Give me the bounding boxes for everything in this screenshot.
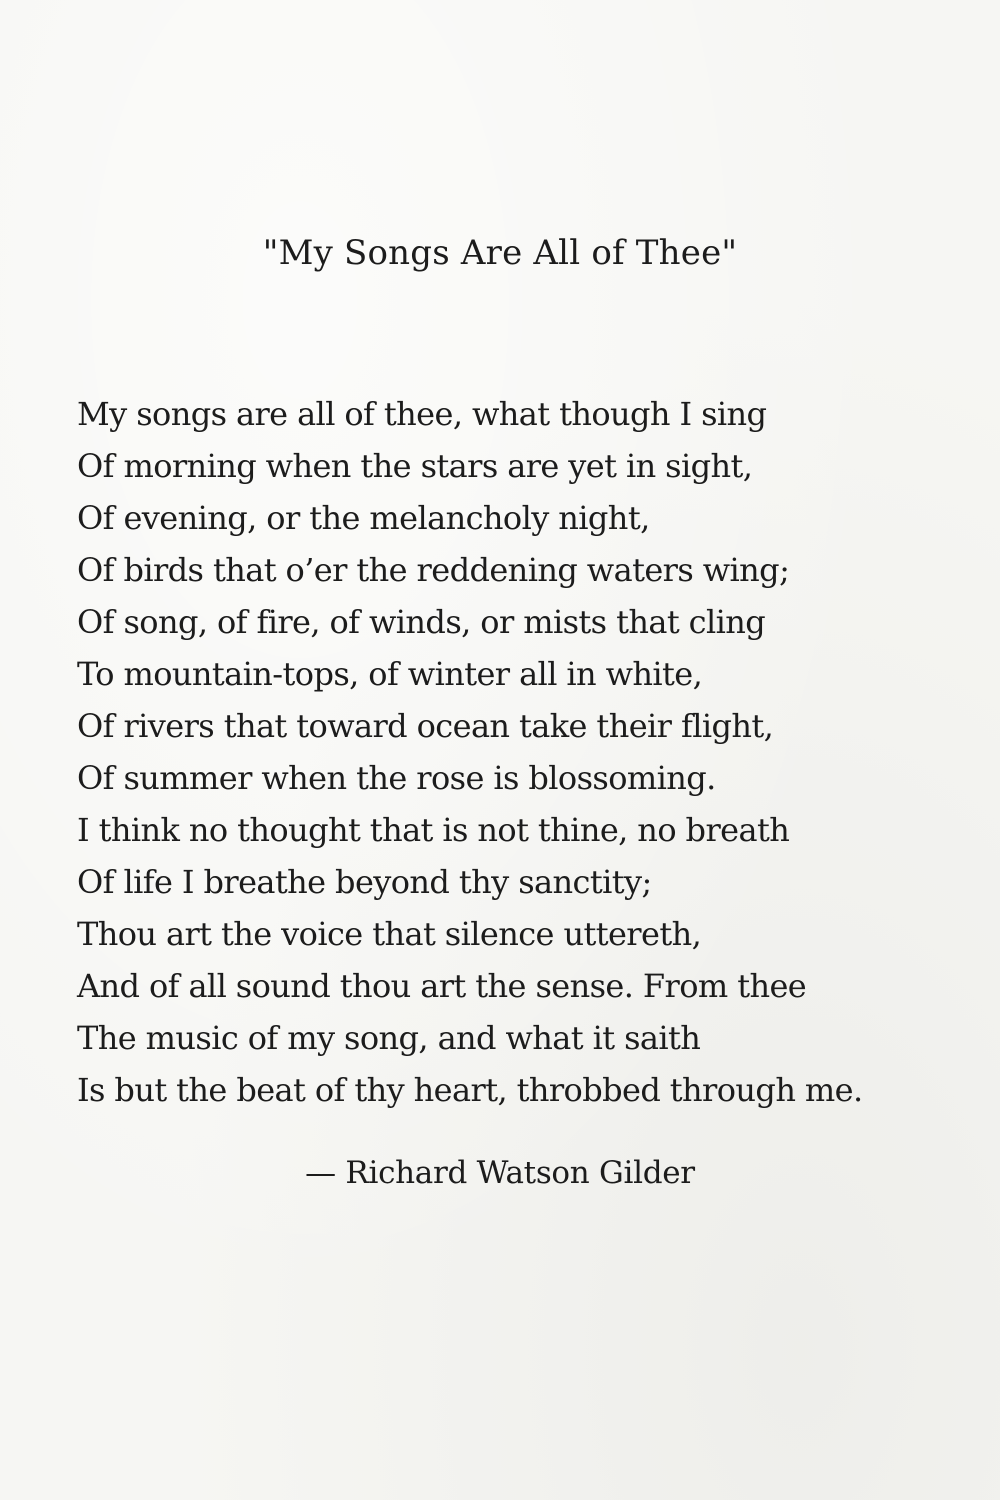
poem-line: Is but the beat of thy heart, throbbed through me. (77, 1071, 863, 1109)
poem-line: Of summer when the rose is blossoming. (77, 759, 716, 797)
poem-line: The music of my song, and what it saith (77, 1019, 701, 1057)
poem-line: And of all sound thou art the sense. From thee (77, 967, 807, 1005)
poem-author: — Richard Watson Gilder (305, 1155, 695, 1191)
poem-title: "My Songs Are All of Thee" (262, 233, 738, 273)
poem-line: I think no thought that is not thine, no breath (77, 811, 790, 849)
poem-line: Of life I breathe beyond thy sanctity; (77, 863, 652, 901)
poem-line: Of rivers that toward ocean take their flight, (77, 707, 774, 745)
poem-line: Thou art the voice that silence uttereth, (77, 915, 702, 953)
poem-line: Of birds that o’er the reddening waters wing; (77, 551, 790, 589)
poem-line: To mountain-tops, of winter all in white, (77, 655, 703, 693)
poem-body (77, 388, 977, 1116)
poem-line: My songs are all of thee, what though I sing (77, 395, 767, 433)
poem-line: Of evening, or the melancholy night, (77, 499, 650, 537)
poem-line: Of song, of fire, of winds, or mists that cling (77, 603, 766, 641)
poem-line: Of morning when the stars are yet in sight, (77, 447, 753, 485)
